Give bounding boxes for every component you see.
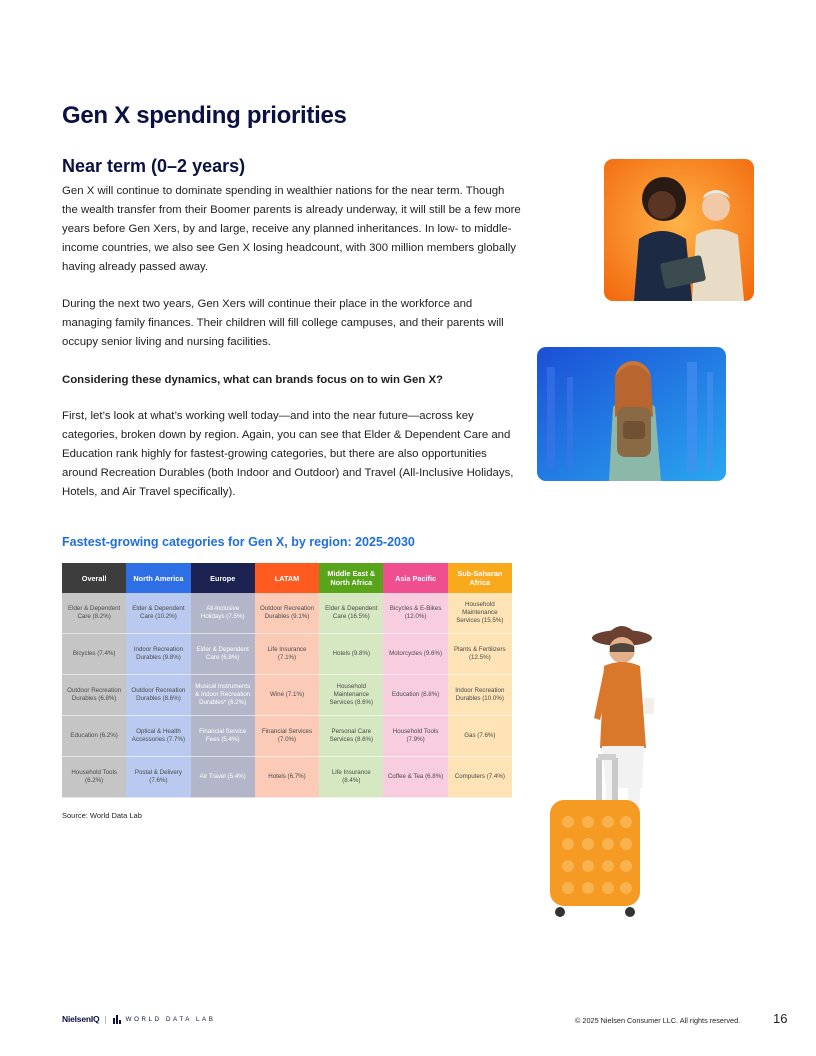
table-cell: Outdoor Recreation Durables (6.8%) bbox=[62, 675, 126, 716]
table-cell: Optical & Health Accessories (7.7%) bbox=[126, 716, 190, 757]
table-cell: Postal & Delivery (7.6%) bbox=[126, 757, 190, 798]
paragraph-intro: Gen X will continue to dominate spending in wealthier nations for the near term. Though the wealth transfer from their Boomer parents is already underway, it will still be a few more years before Gen Xers, by and large, receive any planned inheritances. In low- to middle- income countries, we also see Gen X losing headcount, with 300 million members globally having already passed away. bbox=[62, 185, 521, 273]
table-cell: Bicycles (7.4%) bbox=[62, 634, 126, 675]
table-cell: Household Tools (7.9%) bbox=[383, 716, 447, 757]
caregiver-photo bbox=[604, 159, 754, 301]
traveler-suitcase-photo bbox=[540, 618, 680, 920]
table-title: Fastest-growing categories for Gen X, by region: 2025-2030 bbox=[62, 535, 415, 549]
header-mena: Middle East & North Africa bbox=[319, 563, 383, 593]
table-cell: Personal Care Services (8.6%) bbox=[319, 716, 383, 757]
table-cell: Computers (7.4%) bbox=[448, 757, 512, 798]
table-cell: Financial Services (7.0%) bbox=[255, 716, 319, 757]
section-subtitle: Near term (0–2 years) bbox=[62, 156, 246, 176]
table-cell: Elder & Dependent Care (6.8%) bbox=[191, 634, 255, 675]
table-cell: Household Maintenance Services (8.6%) bbox=[319, 675, 383, 716]
table-cell: Elder & Dependent Care (16.5%) bbox=[319, 593, 383, 634]
table-cell: Coffee & Tea (6.8%) bbox=[383, 757, 447, 798]
table-cell: Life Insurance (7.1%) bbox=[255, 634, 319, 675]
header-latam: LATAM bbox=[255, 563, 319, 593]
source-note: Source: World Data Lab bbox=[62, 811, 142, 820]
table-cell: Wine (7.1%) bbox=[255, 675, 319, 716]
table-cell: Elder & Dependent Care (10.2%) bbox=[126, 593, 190, 634]
table-cell: Education (8.8%) bbox=[383, 675, 447, 716]
table-cell: Outdoor Recreation Durables (9.1%) bbox=[255, 593, 319, 634]
table-cell: Outdoor Recreation Durables (8.6%) bbox=[126, 675, 190, 716]
world-data-lab-icon bbox=[112, 1014, 122, 1024]
page-title: Gen X spending priorities bbox=[62, 102, 347, 129]
footer-logo bbox=[62, 1014, 215, 1024]
nielseniq-logo: NielsenIQ bbox=[62, 1014, 100, 1024]
header-north-america: North America bbox=[126, 563, 190, 593]
header-asia-pacific: Asia Pacific bbox=[383, 563, 447, 593]
table-cell: Elder & Dependent Care (8.2%) bbox=[62, 593, 126, 634]
table-cell: Education (6.2%) bbox=[62, 716, 126, 757]
table-cell: Financial Service Fees (5.4%) bbox=[191, 716, 255, 757]
table-cell: Hotels (6.7%) bbox=[255, 757, 319, 798]
table-cell: Bicycles & E-Bikes (12.0%) bbox=[383, 593, 447, 634]
header-sub-saharan-africa: Sub-Saharan Africa bbox=[448, 563, 512, 593]
paragraph-question: Considering these dynamics, what can brands focus on to win Gen X? bbox=[62, 374, 444, 386]
table-cell: Plants & Fertilizers (12.5%) bbox=[448, 634, 512, 675]
table-cell: Indoor Recreation Durables (10.0%) bbox=[448, 675, 512, 716]
table-cell: Household Tools (6.2%) bbox=[62, 757, 126, 798]
paragraph-workforce: During the next two years, Gen Xers will continue their place in the workforce and managing family finances. Their children will fill college campuses, and their parents will occupy senior living and nursing facilities. bbox=[62, 298, 504, 348]
table-cell: Motorcycles (9.6%) bbox=[383, 634, 447, 675]
table-cell: Life Insurance (8.4%) bbox=[319, 757, 383, 798]
page-number: 16 bbox=[773, 1011, 788, 1026]
table-cell: Gas (7.6%) bbox=[448, 716, 512, 757]
table-cell: Hotels (9.8%) bbox=[319, 634, 383, 675]
table-cell: All-Inclusive Holidays (7.5%) bbox=[191, 593, 255, 634]
table-cell: Air Travel (5.4%) bbox=[191, 757, 255, 798]
header-overall: Overall bbox=[62, 563, 126, 593]
table-cell: Household Maintenance Services (15.5%) bbox=[448, 593, 512, 634]
logo-divider: | bbox=[104, 1014, 107, 1024]
region-category-table bbox=[62, 563, 512, 798]
paragraph-categories: First, let’s look at what’s working well today—and into the near future—across key categories, broken down by region. Again, you can see that Elder & Dependent Care and Education rank highly for fastest-growing categories, but there are also opportunities around Recreation Durables (both Indoor and Outdoor) and Travel (All-Inclusive Holidays, Hotels, and Air Travel specifically). bbox=[62, 410, 514, 498]
traveler-backpack-photo bbox=[537, 347, 726, 481]
copyright-notice: © 2025 Nielsen Consumer LLC. All rights reserved. bbox=[575, 1016, 741, 1025]
world-data-lab-logo: WORLD DATA LAB bbox=[125, 1015, 216, 1023]
header-europe: Europe bbox=[191, 563, 255, 593]
table-cell: Musical Instruments & Indoor Recreation Durables* (6.2%) bbox=[191, 675, 255, 716]
table-cell: Indoor Recreation Durables (9.8%) bbox=[126, 634, 190, 675]
